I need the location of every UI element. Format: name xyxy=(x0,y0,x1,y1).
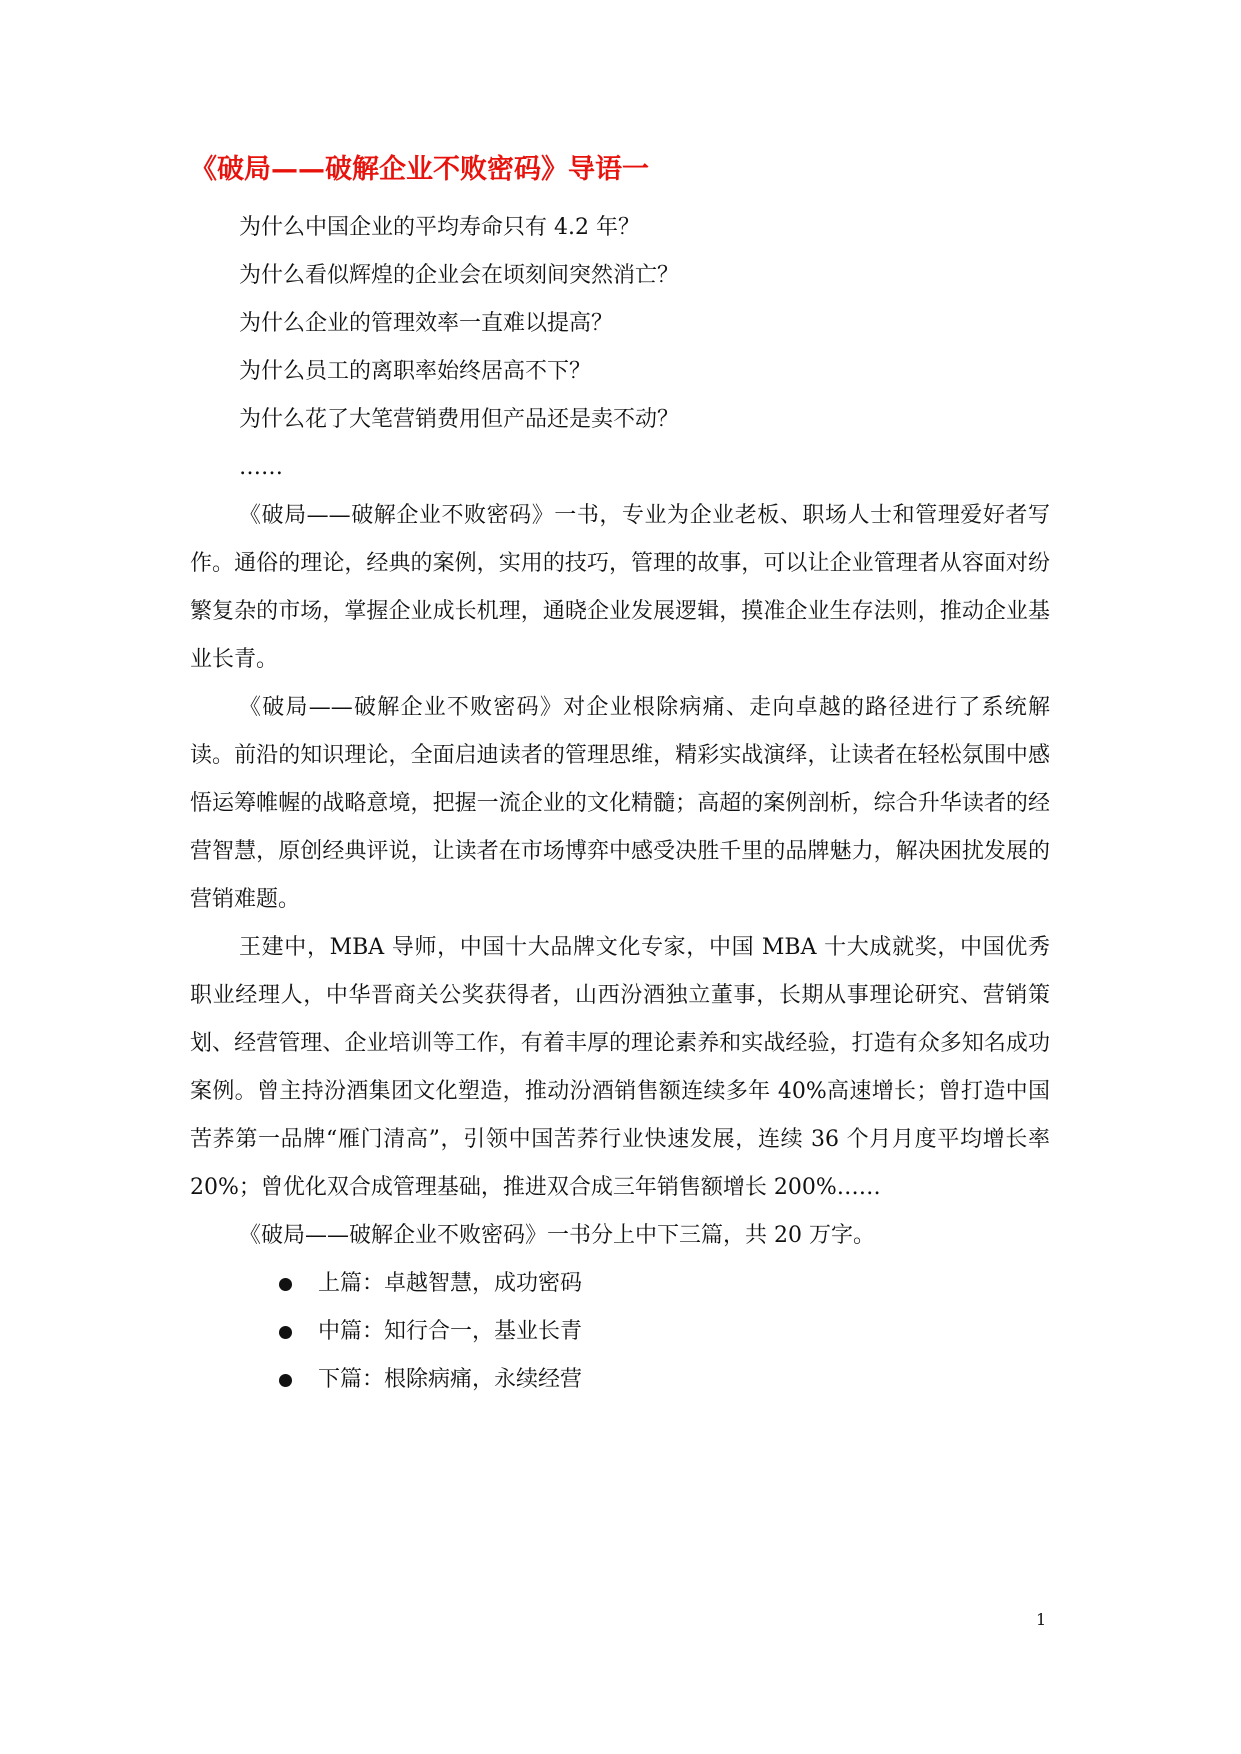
question-list xyxy=(190,204,1050,492)
document-page xyxy=(190,150,1050,1404)
bullet-dot-icon xyxy=(279,1326,292,1339)
question-item: 为什么花了大笔营销费用但产品还是卖不动？ xyxy=(239,407,680,432)
content-paragraph: 《破局——破解企业不败密码》对企业根除病痛、走向卓越的路径进行了系统解读。前沿的知识理论，全面启迪读者的管理思维，精彩实战演绎，让读者在轻松氛围中感悟运筹帷幄的战略意境，把握一流企业的文化精髓；高超的案例剖析，综合升华读者的经营智慧，原创经典评说，让读者在市场博弈中感受决胜千里的品牌魅力，解决困扰发展的营销难题。 xyxy=(190,695,1050,912)
section-label: 下篇：根除病痛，永续经营 xyxy=(318,1367,583,1392)
page-number: 1 xyxy=(1036,1610,1047,1629)
section-item xyxy=(190,1260,1050,1308)
structure-paragraph: 《破局——破解企业不败密码》一书分上中下三篇，共 20 万字。 xyxy=(239,1223,875,1248)
bullet-dot-icon xyxy=(279,1278,292,1291)
intro-paragraph: 《破局——破解企业不败密码》一书，专业为企业老板、职场人士和管理爱好者写作。通俗的理论，经典的案例，实用的技巧，管理的故事，可以让企业管理者从容面对纷繁复杂的市场，掌握企业成长机理，通晓企业发展逻辑，摸准企业生存法则，推动企业基业长青。 xyxy=(190,503,1050,672)
section-list xyxy=(190,1260,1050,1404)
question-item: 为什么中国企业的平均寿命只有 4.2 年？ xyxy=(239,215,640,240)
question-item: 为什么看似辉煌的企业会在顷刻间突然消亡？ xyxy=(239,263,680,288)
section-item xyxy=(190,1356,1050,1404)
page-title: 《破局——破解企业不败密码》导语一 xyxy=(190,154,649,185)
question-ellipsis: …… xyxy=(239,455,283,480)
section-item xyxy=(190,1308,1050,1356)
bullet-dot-icon xyxy=(279,1374,292,1387)
author-paragraph: 王建中，MBA 导师，中国十大品牌文化专家，中国 MBA 十大成就奖，中国优秀职业经理人，中华晋商关公奖获得者，山西汾酒独立董事，长期从事理论研究、营销策划、经营管理、企业培训等工作，有着丰厚的理论素养和实战经验，打造有众多知名成功案例。曾主持汾酒集团文化塑造，推动汾酒销售额连续多年 40%高速增长；曾打造中国苦荞第一品牌“雁门清高”，引领中国苦荞行业快速发展，连续 36 个月月度平均增长率 20%；曾优化双合成管理基础，推进双合成三年销售额增长 200%…… xyxy=(190,935,1050,1200)
section-label: 上篇：卓越智慧，成功密码 xyxy=(318,1271,583,1296)
question-item: 为什么企业的管理效率一直难以提高？ xyxy=(239,311,614,336)
section-label: 中篇：知行合一，基业长青 xyxy=(318,1319,583,1344)
question-item: 为什么员工的离职率始终居高不下？ xyxy=(239,359,592,384)
